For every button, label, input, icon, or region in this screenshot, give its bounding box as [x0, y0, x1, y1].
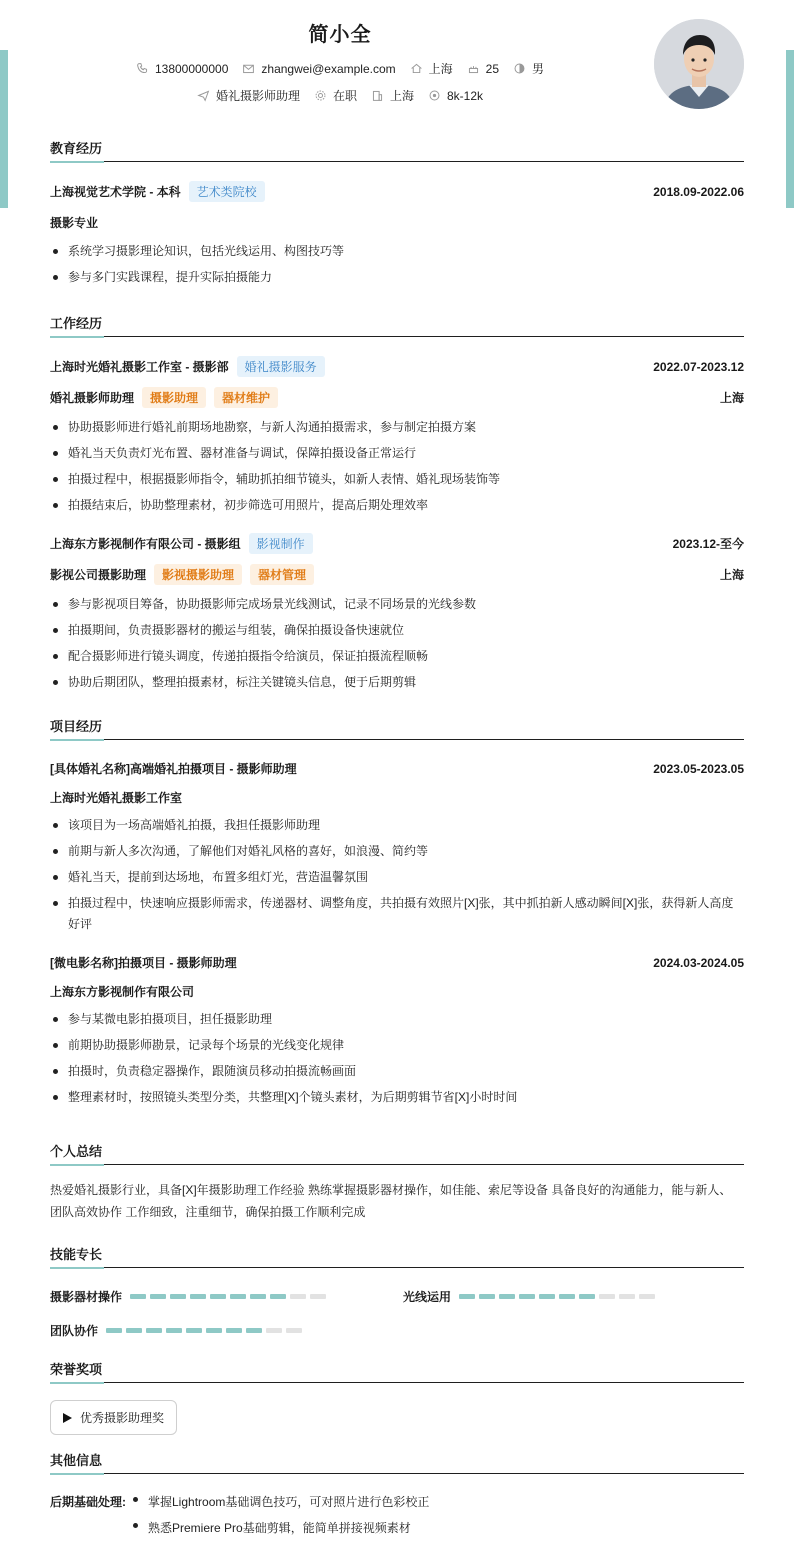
list-item: 系统学习摄影理论知识，包括光线运用、构图技巧等 [50, 241, 744, 261]
job-bullets [50, 417, 744, 515]
skill-segment-filled [579, 1294, 595, 1299]
company-name: 上海东方影视制作有限公司 - 摄影组 [50, 537, 241, 551]
section-title-other: 其他信息 [50, 1452, 744, 1474]
list-item: 参与某微电影拍摄项目，担任摄影助理 [50, 1009, 744, 1029]
mail-icon [242, 62, 255, 75]
summary-section [50, 1143, 744, 1223]
job-header-row [50, 356, 744, 377]
phone-icon [136, 62, 149, 75]
building-icon [371, 89, 384, 102]
list-item: 掌握Lightroom基础调色技巧，可对照片进行色彩校正 [130, 1489, 429, 1515]
skill-segment-empty [290, 1294, 306, 1299]
other-section [50, 1452, 744, 1541]
gender-icon [513, 62, 526, 75]
skill-level-bar [130, 1294, 326, 1299]
job-status: 在职 [332, 89, 357, 103]
home-icon [410, 62, 423, 75]
skill-segment-filled [210, 1294, 226, 1299]
list-item: 婚礼当天负责灯光布置、器材准备与调试，保障拍摄设备正常运行 [50, 443, 744, 463]
contact-row [0, 60, 680, 77]
job-header-row [50, 533, 744, 554]
skill-segment-filled [206, 1328, 222, 1333]
major: 摄影专业 [50, 216, 99, 230]
avatar [654, 19, 744, 109]
salary: 8k-12k [447, 88, 484, 103]
honors-section [50, 1361, 744, 1435]
school-tag: 艺术类院校 [189, 181, 265, 202]
job-role-row [50, 564, 744, 585]
list-item: 参与影视项目筹备，协助摄影师完成场景光线测试，记录不同场景的光线参数 [50, 594, 744, 614]
section-title-work: 工作经历 [50, 315, 744, 337]
company-tag: 影视制作 [249, 533, 313, 554]
school-name: 上海视觉艺术学院 - 本科 [50, 185, 181, 199]
send-icon [197, 89, 210, 102]
project-title: [微电影名称]拍摄项目 - 摄影师助理 [50, 956, 237, 970]
skill-segment-filled [539, 1294, 555, 1299]
education-bullets [50, 241, 744, 287]
role-tag: 影视摄影助理 [154, 564, 242, 585]
list-item: 前期与新人多次沟通，了解他们对婚礼风格的喜好，如浪漫、简约等 [50, 841, 744, 861]
skill-segment-filled [270, 1294, 286, 1299]
summary-line: 团队高效协作 工作细致，注重细节，确保拍摄工作顺利完成 [50, 1205, 366, 1219]
target-city-info [371, 87, 414, 104]
skill-segment-filled [230, 1294, 246, 1299]
project-header-row [50, 954, 744, 971]
job-intention-row [0, 87, 680, 104]
skill-segment-filled [106, 1328, 122, 1333]
skill-level-bar [459, 1294, 655, 1299]
gear-icon [314, 89, 327, 102]
list-item: 熟悉Premiere Pro基础剪辑，能简单拼接视频素材 [130, 1515, 429, 1541]
skill-segment-filled [150, 1294, 166, 1299]
list-item: 拍摄时，负责稳定器操作，跟随演员移动拍摄流畅画面 [50, 1061, 744, 1081]
list-item: 拍摄过程中，快速响应摄影师需求，传递器材、调整角度，共拍摄有效照片[X]张，其中抓拍新人感动瞬间[X]张，获得新人高度好评 [50, 893, 744, 935]
skill-segment-filled [190, 1294, 206, 1299]
job-role-row [50, 387, 744, 408]
skill-segment-filled [479, 1294, 495, 1299]
project-title: [具体婚礼名称]高端婚礼拍摄项目 - 摄影师助理 [50, 762, 297, 776]
role-tag: 摄影助理 [142, 387, 206, 408]
salary-info [428, 89, 483, 103]
target-city: 上海 [389, 89, 414, 103]
job-date: 2023.12-至今 [672, 537, 744, 551]
candidate-name: 简小全 [308, 24, 372, 46]
resume-header [0, 0, 794, 130]
skill-segment-empty [639, 1294, 655, 1299]
list-item: 拍摄过程中，根据摄影师指令，辅助抓拍细节镜头，如新人表情、婚礼现场装饰等 [50, 469, 744, 489]
skill-segment-filled [559, 1294, 575, 1299]
project-date: 2024.03-2024.05 [653, 955, 744, 970]
skill-segment-empty [286, 1328, 302, 1333]
skill-name: 光线运用 [403, 1290, 452, 1304]
section-title-summary: 个人总结 [50, 1143, 744, 1165]
list-item: 协助摄影师进行婚礼前期场地勘察，与新人沟通拍摄需求，参与制定拍摄方案 [50, 417, 744, 437]
skill-segment-filled [226, 1328, 242, 1333]
coin-icon [428, 89, 441, 102]
list-item: 婚礼当天，提前到达场地，布置多组灯光，营造温馨氛围 [50, 867, 744, 887]
skill-segment-empty [619, 1294, 635, 1299]
status-info [314, 87, 357, 104]
company-tag: 婚礼摄影服务 [237, 356, 325, 377]
project-org: 上海时光婚礼摄影工作室 [50, 791, 183, 805]
role-tag: 器材管理 [250, 564, 314, 585]
project-bullets [50, 1009, 744, 1107]
other-info-row [50, 1489, 744, 1541]
list-item: 配合摄影师进行镜头调度，传递拍摄指令给演员，保证拍摄流程顺畅 [50, 646, 744, 666]
section-title-projects: 项目经历 [50, 718, 744, 740]
skill-segment-filled [166, 1328, 182, 1333]
project-header-row [50, 760, 744, 777]
play-triangle-icon [63, 1413, 72, 1423]
project-date: 2023.05-2023.05 [653, 761, 744, 776]
gender: 男 [532, 62, 545, 76]
section-title-skills: 技能专长 [50, 1246, 744, 1268]
list-item: 参与多门实践课程，提升实际拍摄能力 [50, 267, 744, 287]
skill-segment-filled [170, 1294, 186, 1299]
list-item: 整理素材时，按照镜头类型分类，共整理[X]个镜头素材，为后期剪辑节省[X]小时时间 [50, 1087, 744, 1107]
skill-segment-filled [130, 1294, 146, 1299]
skill-segment-filled [459, 1294, 475, 1299]
age-info [467, 62, 499, 76]
job-target-info [197, 87, 300, 104]
award-item[interactable] [50, 1400, 177, 1435]
skill-segment-filled [499, 1294, 515, 1299]
other-bullets [130, 1489, 429, 1541]
skills-section [50, 1246, 744, 1346]
skill-segment-empty [599, 1294, 615, 1299]
email-address: zhangwei@example.com [261, 61, 396, 76]
company-name: 上海时光婚礼摄影工作室 - 摄影部 [50, 360, 229, 374]
job-role: 影视公司摄影助理 [50, 568, 147, 582]
skill-segment-empty [266, 1328, 282, 1333]
list-item: 该项目为一场高端婚礼拍摄，我担任摄影师助理 [50, 815, 744, 835]
role-tag: 器材维护 [214, 387, 278, 408]
education-date: 2018.09-2022.06 [653, 184, 744, 199]
skill-item [50, 1288, 326, 1305]
skill-segment-filled [146, 1328, 162, 1333]
education-header-row [50, 181, 744, 202]
skill-segment-filled [246, 1328, 262, 1333]
job-city: 上海 [719, 391, 744, 405]
list-item: 拍摄结束后，协助整理素材，初步筛选可用照片，提高后期处理效率 [50, 495, 744, 515]
skill-segment-filled [126, 1328, 142, 1333]
project-org: 上海东方影视制作有限公司 [50, 985, 195, 999]
section-title-education: 教育经历 [50, 140, 744, 162]
job-bullets [50, 594, 744, 692]
skill-segment-filled [519, 1294, 535, 1299]
summary-line: 热爱婚礼摄影行业，具备[X]年摄影助理工作经验 熟练掌握摄影器材操作，如佳能、索尼等设备 具备良好的沟通能力，能与新人、 [50, 1183, 732, 1197]
skill-segment-empty [310, 1294, 326, 1299]
phone-number: 13800000000 [154, 61, 229, 76]
job-date: 2022.07-2023.12 [653, 359, 744, 374]
job-role: 婚礼摄影师助理 [50, 391, 135, 405]
project-bullets [50, 815, 744, 935]
skill-segment-filled [186, 1328, 202, 1333]
award-name: 优秀摄影助理奖 [80, 1411, 165, 1425]
age: 25 [485, 61, 500, 76]
projects-section [50, 718, 744, 1107]
city: 上海 [428, 62, 453, 76]
skill-name: 摄影器材操作 [50, 1290, 123, 1304]
gender-info [513, 60, 544, 77]
skill-segment-filled [250, 1294, 266, 1299]
other-label: 后期基础处理: [50, 1495, 126, 1509]
email-info [242, 62, 395, 76]
education-section [50, 140, 744, 287]
skill-item [403, 1288, 655, 1305]
skill-item [50, 1322, 302, 1339]
city-info [410, 60, 453, 77]
skill-level-bar [106, 1328, 302, 1333]
list-item: 协助后期团队，整理拍摄素材，标注关键镜头信息，便于后期剪辑 [50, 672, 744, 692]
section-title-honors: 荣誉奖项 [50, 1361, 744, 1383]
job-city: 上海 [719, 568, 744, 582]
list-item: 前期协助摄影师勘景，记录每个场景的光线变化规律 [50, 1035, 744, 1055]
job-target: 婚礼摄影师助理 [215, 89, 300, 103]
list-item: 拍摄期间，负责摄影器材的搬运与组装，确保拍摄设备快速就位 [50, 620, 744, 640]
work-section [50, 315, 744, 692]
cake-icon [467, 62, 480, 75]
skill-name: 团队协作 [50, 1324, 99, 1338]
phone-info [136, 62, 228, 76]
